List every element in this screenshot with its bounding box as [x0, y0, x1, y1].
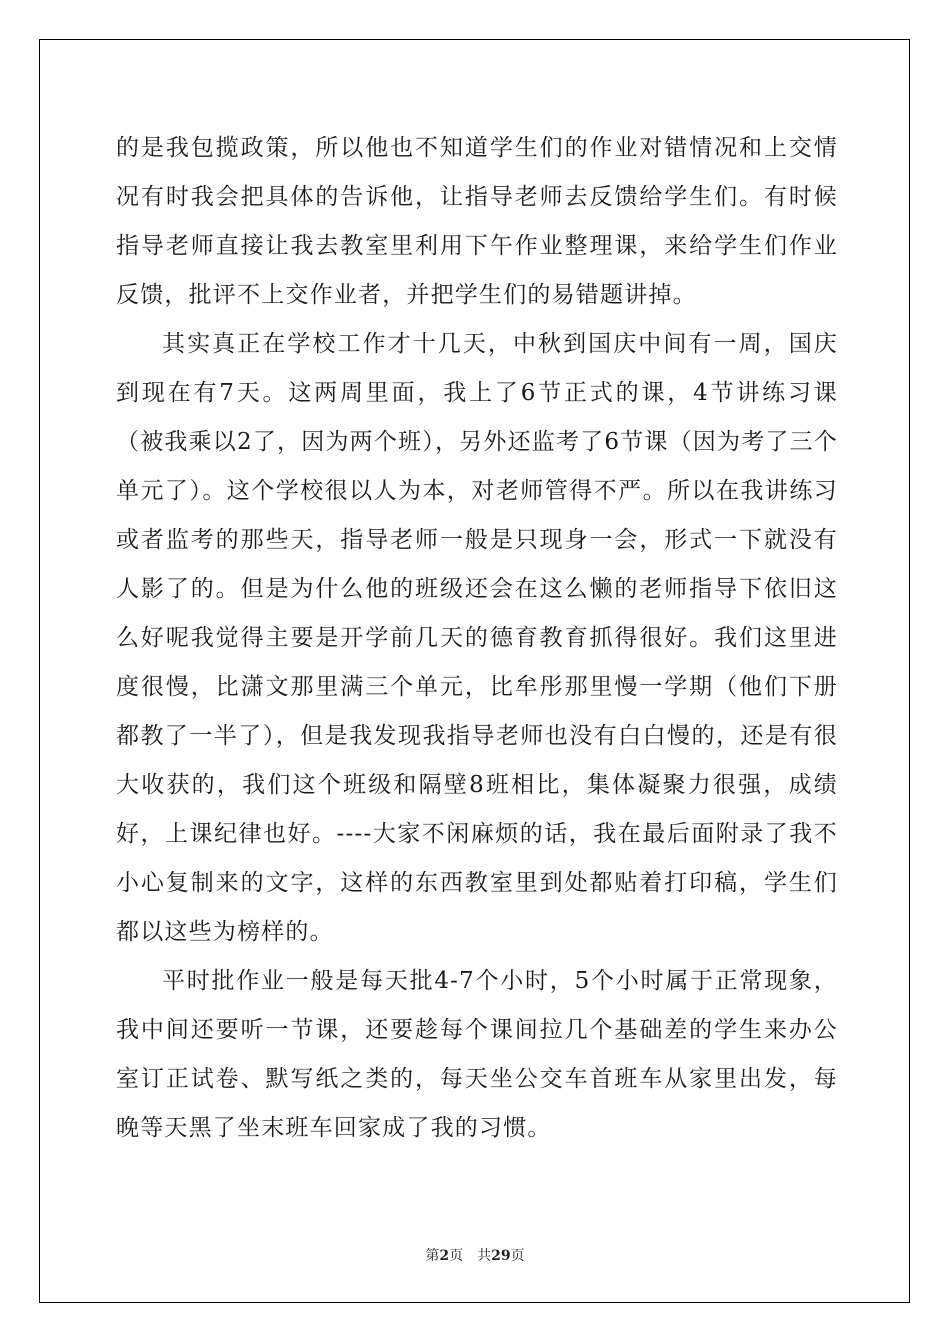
total-prefix: 共 [477, 1248, 492, 1264]
paragraph-3: 平时批作业一般是每天批4-7个小时，5个小时属于正常现象，我中间还要听一节课，还要趁每个课间拉几个基础差的学生来办公室订正试卷、默写纸之类的，每天坐公交车首班车从家里出发，每晚等天黑了坐末班车回家成了我的习惯。 [116, 968, 838, 1141]
document-body [116, 124, 838, 1153]
page-footer [0, 1245, 950, 1265]
page-prefix: 第 [425, 1248, 440, 1264]
paragraph-2: 其实真正在学校工作才十几天，中秋到国庆中间有一周，国庆到现在有7天。这两周里面，我上了6节正式的课，4节讲练习课（被我乘以2了，因为两个班），另外还监考了6节课（因为考了三个单元了）。这个学校很以人为本，对老师管得不严。所以在我讲练习或者监考的那些天，指导老师一般是只现身一会，形式一下就没有人影了的。但是为什么他的班级还会在这么懒的老师指导下依旧这么好呢我觉得主要是开学前几天的德育教育抓得很好。我们这里进度很慢，比潇文那里满三个单元，比牟彤那里慢一学期（他们下册都教了一半了），但是我发现我指导老师也没有白白慢的，还是有很大收获的，我们这个班级和隔壁8班相比，集体凝聚力很强，成绩好，上课纪律也好。----大家不闲麻烦的话，我在最后面附录了我不小心复制来的文字，这样的东西教室里到处都贴着打印稿，学生们都以这些为榜样的。 [116, 331, 838, 945]
paragraph-1: 的是我包揽政策，所以他也不知道学生们的作业对错情况和上交情况有时我会把具体的告诉他，让指导老师去反馈给学生们。有时候指导老师直接让我去教室里利用下午作业整理课，来给学生们作业反馈，批评不上交作业者，并把学生们的易错题讲掉。 [116, 135, 838, 308]
page-suffix: 页 [449, 1248, 464, 1264]
page-current: 2 [439, 1248, 450, 1264]
page-total: 29 [491, 1248, 511, 1264]
total-suffix: 页 [510, 1248, 525, 1264]
